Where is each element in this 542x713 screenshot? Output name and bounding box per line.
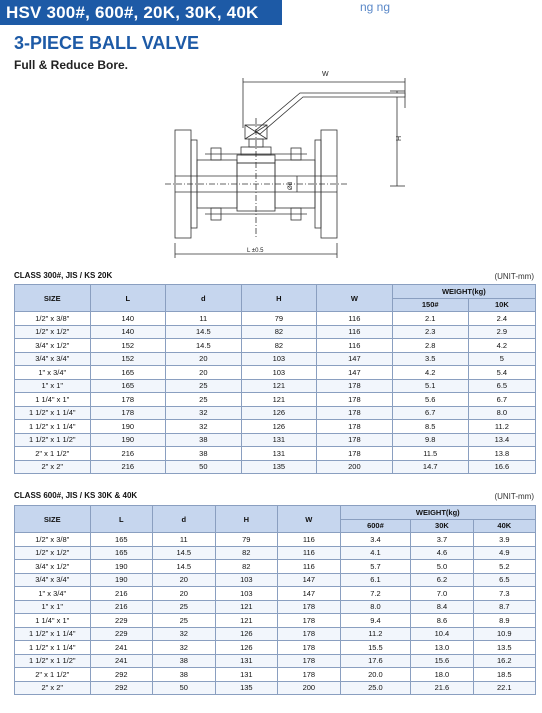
table-cell: 216 xyxy=(90,460,166,474)
table-cell: 10.9 xyxy=(473,627,535,641)
table-cell: 1" x 3/4" xyxy=(15,366,91,380)
table-cell: 8.0 xyxy=(468,406,535,420)
table-cell: 178 xyxy=(317,393,393,407)
col-weight: WEIGHT(kg) xyxy=(340,506,535,520)
table-cell: 32 xyxy=(166,420,242,434)
table-cell: 32 xyxy=(166,406,242,420)
table-cell: 165 xyxy=(90,533,153,547)
table-cell: 3/4" x 1/2" xyxy=(15,560,91,574)
top-right-text: ng ng xyxy=(360,0,391,14)
table-cell: 103 xyxy=(241,352,317,366)
table-cell: 1/2" x 1/2" xyxy=(15,325,91,339)
table-row xyxy=(15,627,536,641)
dim-w-label: W xyxy=(322,71,329,78)
table-cell: 178 xyxy=(317,406,393,420)
table-cell: 4.2 xyxy=(392,366,468,380)
table-cell: 11 xyxy=(166,312,242,326)
table-cell: 116 xyxy=(317,312,393,326)
table-row xyxy=(15,460,536,474)
table-cell: 4.1 xyxy=(340,546,411,560)
table-cell: 16.2 xyxy=(473,654,535,668)
table-cell: 103 xyxy=(241,366,317,380)
table-cell: 2" x 1 1/2" xyxy=(15,668,91,682)
table-cell: 241 xyxy=(90,641,153,655)
col-w: W xyxy=(278,506,341,533)
table-cell: 38 xyxy=(166,433,242,447)
table-cell: 3/4" x 3/4" xyxy=(15,573,91,587)
table-row xyxy=(15,668,536,682)
table-row xyxy=(15,339,536,353)
table-cell: 14.5 xyxy=(153,560,216,574)
table-row xyxy=(15,681,536,695)
table-cell: 147 xyxy=(317,366,393,380)
table-cell: 1" x 1" xyxy=(15,379,91,393)
table-cell: 135 xyxy=(241,460,317,474)
table-cell: 103 xyxy=(215,573,278,587)
table-cell: 11.2 xyxy=(468,420,535,434)
table-row xyxy=(15,406,536,420)
table-cell: 140 xyxy=(90,325,166,339)
col-150: 150# xyxy=(392,298,468,312)
table-cell: 20 xyxy=(166,352,242,366)
dim-h-label: H xyxy=(396,135,403,141)
table-cell: 152 xyxy=(90,339,166,353)
table-cell: 2.4 xyxy=(468,312,535,326)
table-cell: 178 xyxy=(278,614,341,628)
dim-d-label: Ød xyxy=(288,181,294,190)
table-cell: 1 1/2" x 1 1/2" xyxy=(15,654,91,668)
table-cell: 17.6 xyxy=(340,654,411,668)
table-cell: 131 xyxy=(215,654,278,668)
table-cell: 121 xyxy=(241,379,317,393)
table-cell: 3.7 xyxy=(411,533,473,547)
table-cell: 121 xyxy=(215,600,278,614)
table-cell: 25 xyxy=(153,614,216,628)
table-cell: 190 xyxy=(90,433,166,447)
table-cell: 82 xyxy=(241,339,317,353)
table-cell: 2" x 2" xyxy=(15,681,91,695)
table-cell: 1 1/4" x 1" xyxy=(15,614,91,628)
table-cell: 13.8 xyxy=(468,447,535,461)
table-cell: 178 xyxy=(278,600,341,614)
table-cell: 4.9 xyxy=(473,546,535,560)
table-cell: 20 xyxy=(166,366,242,380)
valve-drawing xyxy=(165,68,415,263)
table-cell: 16.6 xyxy=(468,460,535,474)
table-cell: 21.6 xyxy=(411,681,473,695)
table-cell: 178 xyxy=(317,447,393,461)
table-cell: 82 xyxy=(215,546,278,560)
table-cell: 1/2" x 1/2" xyxy=(15,546,91,560)
table-cell: 1 1/4" x 1" xyxy=(15,393,91,407)
col-d: d xyxy=(153,506,216,533)
table-cell: 82 xyxy=(241,325,317,339)
table-row xyxy=(15,366,536,380)
table-row xyxy=(15,641,536,655)
table-cell: 14.5 xyxy=(153,546,216,560)
table-cell: 116 xyxy=(278,546,341,560)
table-cell: 6.7 xyxy=(392,406,468,420)
table-class-600 xyxy=(14,505,536,695)
table-cell: 50 xyxy=(153,681,216,695)
table-class-300 xyxy=(14,284,536,474)
table-cell: 178 xyxy=(278,627,341,641)
table-cell: 9.4 xyxy=(340,614,411,628)
product-title: 3-PIECE BALL VALVE xyxy=(14,33,200,53)
table-cell: 13.0 xyxy=(411,641,473,655)
table-cell: 178 xyxy=(90,393,166,407)
product-subtitle: Full & Reduce Bore. xyxy=(14,58,129,72)
table-row xyxy=(15,654,536,668)
table-cell: 116 xyxy=(278,533,341,547)
table-row xyxy=(15,587,536,601)
table-cell: 178 xyxy=(278,654,341,668)
table-cell: 1 1/2" x 1 1/4" xyxy=(15,641,91,655)
table-cell: 178 xyxy=(90,406,166,420)
table-cell: 50 xyxy=(166,460,242,474)
col-size: SIZE xyxy=(15,285,91,312)
table-cell: 1/2" x 3/8" xyxy=(15,533,91,547)
table-cell: 229 xyxy=(90,614,153,628)
col-size: SIZE xyxy=(15,506,91,533)
table-cell: 6.5 xyxy=(473,573,535,587)
table-cell: 190 xyxy=(90,560,153,574)
table-cell: 165 xyxy=(90,379,166,393)
table-cell: 25 xyxy=(153,600,216,614)
table-cell: 126 xyxy=(241,420,317,434)
table-cell: 147 xyxy=(278,587,341,601)
table1-unit: (UNIT-mm) xyxy=(494,272,534,281)
table-cell: 79 xyxy=(215,533,278,547)
table-cell: 18.5 xyxy=(473,668,535,682)
table-cell: 7.3 xyxy=(473,587,535,601)
table-cell: 2.8 xyxy=(392,339,468,353)
table-cell: 178 xyxy=(317,433,393,447)
col-h: H xyxy=(215,506,278,533)
table-cell: 15.6 xyxy=(411,654,473,668)
col-w: W xyxy=(317,285,393,312)
table-cell: 2.9 xyxy=(468,325,535,339)
table-cell: 9.8 xyxy=(392,433,468,447)
table-cell: 32 xyxy=(153,641,216,655)
table-row xyxy=(15,379,536,393)
table-cell: 5.1 xyxy=(392,379,468,393)
table-cell: 14.7 xyxy=(392,460,468,474)
table-row xyxy=(15,560,536,574)
col-40k: 40K xyxy=(473,519,535,533)
table-cell: 18.0 xyxy=(411,668,473,682)
col-h: H xyxy=(241,285,317,312)
table-cell: 216 xyxy=(90,600,153,614)
table-cell: 8.5 xyxy=(392,420,468,434)
table-cell: 3.4 xyxy=(340,533,411,547)
table2-title: CLASS 600#, JIS / KS 30K & 40K xyxy=(14,491,138,500)
table-row xyxy=(15,546,536,560)
table-cell: 11.5 xyxy=(392,447,468,461)
table-cell: 38 xyxy=(166,447,242,461)
table-cell: 216 xyxy=(90,447,166,461)
table-cell: 25 xyxy=(166,379,242,393)
table-cell: 131 xyxy=(241,447,317,461)
table-cell: 126 xyxy=(215,641,278,655)
table-cell: 165 xyxy=(90,366,166,380)
table-cell: 1/2" x 3/8" xyxy=(15,312,91,326)
table-cell: 6.7 xyxy=(468,393,535,407)
table-cell: 2.3 xyxy=(392,325,468,339)
col-30k: 30K xyxy=(411,519,473,533)
table-row xyxy=(15,447,536,461)
table-cell: 3.5 xyxy=(392,352,468,366)
table-cell: 147 xyxy=(278,573,341,587)
col-d: d xyxy=(166,285,242,312)
table-row xyxy=(15,433,536,447)
table-cell: 292 xyxy=(90,681,153,695)
table-cell: 38 xyxy=(153,654,216,668)
table-cell: 8.0 xyxy=(340,600,411,614)
table-cell: 3/4" x 1/2" xyxy=(15,339,91,353)
table-row xyxy=(15,533,536,547)
table-cell: 4.2 xyxy=(468,339,535,353)
table-cell: 126 xyxy=(241,406,317,420)
table-cell: 13.4 xyxy=(468,433,535,447)
table-cell: 3.9 xyxy=(473,533,535,547)
table-cell: 8.7 xyxy=(473,600,535,614)
table-cell: 38 xyxy=(153,668,216,682)
table-cell: 190 xyxy=(90,420,166,434)
table-cell: 1" x 1" xyxy=(15,600,91,614)
table-cell: 8.6 xyxy=(411,614,473,628)
table-cell: 5.6 xyxy=(392,393,468,407)
table-cell: 1 1/2" x 1 1/4" xyxy=(15,406,91,420)
table-row xyxy=(15,573,536,587)
table2-unit: (UNIT-mm) xyxy=(494,492,534,501)
dim-l-label: L ±0.5 xyxy=(247,248,264,254)
col-10k: 10K xyxy=(468,298,535,312)
table-cell: 20.0 xyxy=(340,668,411,682)
table-cell: 103 xyxy=(215,587,278,601)
table-cell: 2" x 1 1/2" xyxy=(15,447,91,461)
table-cell: 8.4 xyxy=(411,600,473,614)
table-cell: 292 xyxy=(90,668,153,682)
table-cell: 241 xyxy=(90,654,153,668)
table-cell: 22.1 xyxy=(473,681,535,695)
table-cell: 6.1 xyxy=(340,573,411,587)
table-cell: 178 xyxy=(278,668,341,682)
table-row xyxy=(15,325,536,339)
table-row xyxy=(15,352,536,366)
table-cell: 2" x 2" xyxy=(15,460,91,474)
table-cell: 20 xyxy=(153,573,216,587)
table-cell: 131 xyxy=(215,668,278,682)
table-row xyxy=(15,420,536,434)
model-banner: HSV 300#, 600#, 20K, 30K, 40K xyxy=(0,0,282,25)
table-cell: 82 xyxy=(215,560,278,574)
table-cell: 79 xyxy=(241,312,317,326)
table-cell: 131 xyxy=(241,433,317,447)
table-cell: 4.6 xyxy=(411,546,473,560)
table-cell: 121 xyxy=(215,614,278,628)
table-cell: 15.5 xyxy=(340,641,411,655)
table-cell: 216 xyxy=(90,587,153,601)
table-cell: 5.2 xyxy=(473,560,535,574)
table-cell: 11 xyxy=(153,533,216,547)
table-cell: 121 xyxy=(241,393,317,407)
table-cell: 135 xyxy=(215,681,278,695)
table-cell: 165 xyxy=(90,546,153,560)
table-cell: 5 xyxy=(468,352,535,366)
table-cell: 3/4" x 3/4" xyxy=(15,352,91,366)
table-cell: 14.5 xyxy=(166,339,242,353)
table-cell: 200 xyxy=(317,460,393,474)
table-cell: 25 xyxy=(166,393,242,407)
table-cell: 5.4 xyxy=(468,366,535,380)
table-cell: 152 xyxy=(90,352,166,366)
table-cell: 126 xyxy=(215,627,278,641)
table-cell: 147 xyxy=(317,352,393,366)
table-cell: 10.4 xyxy=(411,627,473,641)
table-cell: 178 xyxy=(317,420,393,434)
table-cell: 7.2 xyxy=(340,587,411,601)
table-cell: 6.5 xyxy=(468,379,535,393)
table-cell: 229 xyxy=(90,627,153,641)
table-cell: 1" x 3/4" xyxy=(15,587,91,601)
table-cell: 13.5 xyxy=(473,641,535,655)
table-row xyxy=(15,312,536,326)
table-cell: 5.7 xyxy=(340,560,411,574)
table-cell: 178 xyxy=(317,379,393,393)
table-row xyxy=(15,393,536,407)
table-cell: 14.5 xyxy=(166,325,242,339)
table-cell: 11.2 xyxy=(340,627,411,641)
table-cell: 1 1/2" x 1 1/2" xyxy=(15,433,91,447)
table-cell: 116 xyxy=(317,325,393,339)
col-weight: WEIGHT(kg) xyxy=(392,285,535,299)
table1-title: CLASS 300#, JIS / KS 20K xyxy=(14,271,113,280)
table-cell: 32 xyxy=(153,627,216,641)
table-cell: 25.0 xyxy=(340,681,411,695)
col-l: L xyxy=(90,285,166,312)
table-cell: 1 1/2" x 1 1/4" xyxy=(15,420,91,434)
table-cell: 140 xyxy=(90,312,166,326)
table-cell: 5.0 xyxy=(411,560,473,574)
table-cell: 1 1/2" x 1 1/4" xyxy=(15,627,91,641)
table-cell: 190 xyxy=(90,573,153,587)
table-cell: 178 xyxy=(278,641,341,655)
col-l: L xyxy=(90,506,153,533)
table-cell: 116 xyxy=(278,560,341,574)
table-cell: 116 xyxy=(317,339,393,353)
table-cell: 2.1 xyxy=(392,312,468,326)
table-cell: 7.0 xyxy=(411,587,473,601)
table-row xyxy=(15,614,536,628)
table-cell: 200 xyxy=(278,681,341,695)
table-cell: 20 xyxy=(153,587,216,601)
table-cell: 6.2 xyxy=(411,573,473,587)
table-row xyxy=(15,600,536,614)
col-600: 600# xyxy=(340,519,411,533)
table-cell: 8.9 xyxy=(473,614,535,628)
